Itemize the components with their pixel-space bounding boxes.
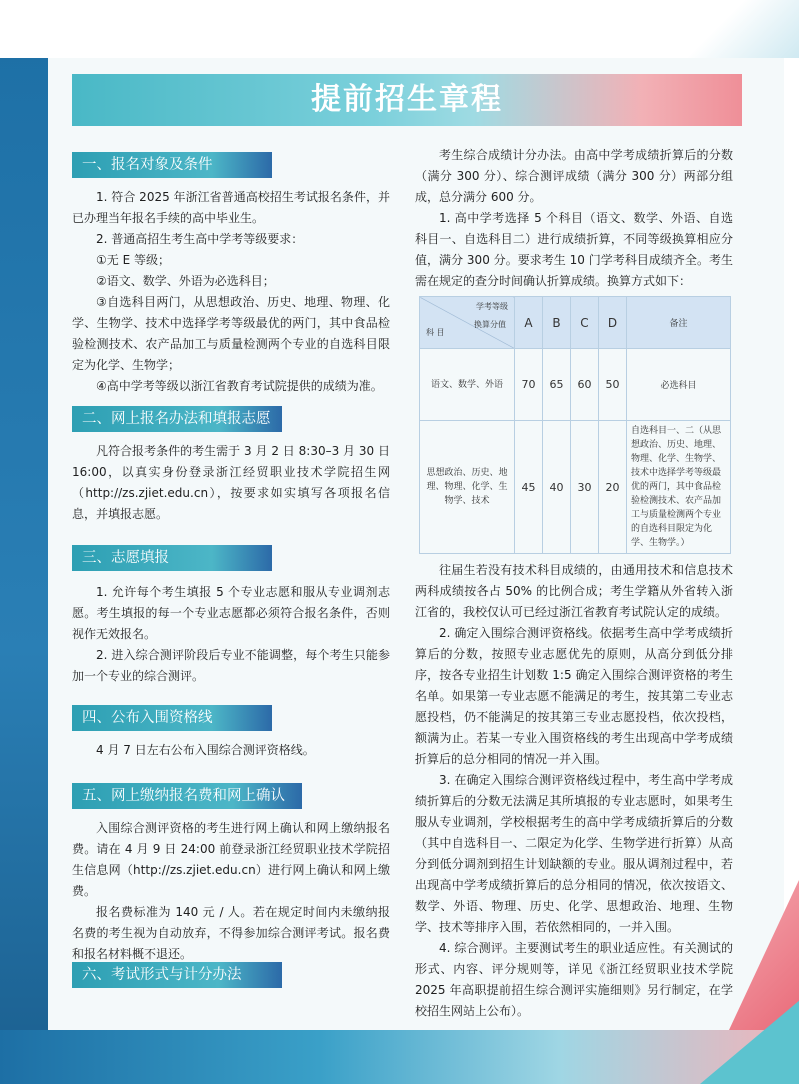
top-right-decoration: [669, 0, 799, 58]
paragraph: ④高中学考等级以浙江省教育考试院提供的成绩为准。: [96, 379, 383, 393]
paragraph: ③自选科目两门，从思想政治、历史、地理、物理、化学、生物学、技术中选择学考等级最优的两门，其中食品检验检测技术、农产品加工与质量检测两个专业的自选科目限定为化学、生物学；: [72, 295, 390, 372]
paragraph: 4 月 7 日左右公布入围综合测评资格线。: [96, 743, 315, 757]
section-body-3: [72, 582, 390, 687]
paragraph: ①无 E 等级；: [96, 253, 170, 267]
table-cell-subject: 语文、数学、外语: [420, 349, 515, 421]
paragraph: 2. 确定入围综合测评资格线。依据考生高中学考成绩折算后的分数，按照专业志愿优先的原则，从高分到低分排序，按各专业招生计划数 1:5 确定入围综合测评资格的考生名单。如果第一专业志愿不能满足的考生，按其第二专业志愿投档，仍不能满足的按其第三专业志愿投档，依次投档，额满为止。若某一专业入围资格线的考生出现高中学考成绩折算后的总分相同的情况一并入围。: [415, 626, 733, 766]
section-heading-4: 四、公布入围资格线: [72, 705, 272, 731]
bottom-gradient-band: [0, 1030, 799, 1084]
section-heading-3: 三、志愿填报: [72, 545, 272, 571]
section-heading-5: 五、网上缴纳报名费和网上确认: [72, 783, 302, 809]
section-body-1: [72, 187, 390, 397]
paragraph: 4. 综合测评。主要测试考生的职业适应性。有关测试的形式、内容、评分规则等，详见《浙江经贸职业技术学院 2025 年高职提前招生综合测评实施细则》另行制定，在学校招生网站上公布）。: [415, 941, 733, 1018]
table-cell-value: 45: [515, 421, 543, 554]
paragraph: 入围综合测评资格的考生进行网上确认和网上缴纳报名费。请在 4 月 9 日 24:00 前登录浙江经贸职业技术学院招生信息网（http://zs.zjiet.edu.cn）进行网上确认和网上缴费。: [72, 821, 390, 898]
section-heading-1: 一、报名对象及条件: [72, 152, 272, 178]
right-bottom-text: [415, 560, 733, 1022]
paragraph: 2. 进入综合测评阶段后专业不能调整，每个考生只能参加一个专业的综合测评。: [72, 648, 390, 683]
table-header-grade: C: [571, 297, 599, 349]
diag-label-subject: 科 目: [426, 328, 445, 337]
table-header-grade: D: [599, 297, 627, 349]
paragraph: 1. 允许每个考生填报 5 个专业志愿和服从专业调剂志愿。考生填报的每一个专业志愿都必须符合报名条件，否则视作无效报名。: [72, 585, 390, 641]
table-cell-note: 必选科目: [627, 349, 731, 421]
table-cell-value: 20: [599, 421, 627, 554]
paragraph: 报名费标准为 140 元 / 人。若在规定时间内未缴纳报名费的考生视为自动放弃，不得参加综合测评考试。报名费和报名材料概不退还。: [72, 905, 390, 961]
paragraph: 1. 高中学考选择 5 个科目（语文、数学、外语、自选科目一、自选科目二）进行成绩折算，不同等级换算相应分值，满分 300 分。要求考生 10 门学考科目成绩齐全。考生需在规定的查分时间确认折算成绩。换算方式如下：: [415, 211, 733, 288]
table-row: [420, 349, 731, 421]
table-cell-subject: 思想政治、历史、地理、物理、化学、生物学、技术: [420, 421, 515, 554]
table-cell-value: 70: [515, 349, 543, 421]
table-row: [420, 421, 731, 554]
page-title: 提前招生章程: [311, 82, 503, 117]
table-diagonal-header: [420, 297, 515, 349]
section-heading-2: 二、网上报名办法和填报志愿: [72, 406, 282, 432]
table-cell-value: 60: [571, 349, 599, 421]
table-header-note: 备注: [627, 297, 731, 349]
table-header-grade: B: [543, 297, 571, 349]
right-top-text: [415, 145, 733, 292]
diag-label-score: 换算分值: [474, 320, 506, 329]
left-blue-band: [0, 0, 48, 1084]
table-header-grade: A: [515, 297, 543, 349]
table-cell-value: 30: [571, 421, 599, 554]
paragraph: 1. 符合 2025 年浙江省普通高校招生考试报名条件，并已办理当年报名手续的高中毕业生。: [72, 190, 390, 225]
paragraph: 考生综合成绩计分办法。由高中学考成绩折算后的分数（满分 300 分）、综合测评成绩（满分 300 分）两部分组成，总分满分 600 分。: [415, 148, 733, 204]
score-conversion-table: [419, 296, 731, 554]
section-heading-6: 六、考试形式与计分办法: [72, 962, 282, 988]
table-cell-note: 自选科目一、二（从思想政治、历史、地理、物理、化学、生物学、技术中选择学考等级最优的两门，其中食品检验检测技术、农产品加工与质量检测两个专业的自选科目限定为化学、生物学。）: [627, 421, 731, 554]
table-cell-value: 50: [599, 349, 627, 421]
table-cell-value: 40: [543, 421, 571, 554]
section-body-5: [72, 818, 390, 965]
paragraph: 2. 普通高招生考生高中学考等级要求：: [96, 232, 304, 246]
diag-label-grade: 学考等级: [476, 302, 508, 311]
paragraph: 往届生若没有技术科目成绩的，由通用技术和信息技术两科成绩按各占 50% 的比例合成；考生学籍从外省转入浙江省的，我校仅认可已经过浙江省教育考试院认定的成绩。: [415, 563, 733, 619]
section-body-4: [72, 740, 390, 761]
paragraph: 凡符合报考条件的考生需于 3 月 2 日 8:30–3 月 30 日 16:00，以真实身份登录浙江经贸职业技术学院招生网（http://zs.zjiet.edu.cn），按要求如实填写各项报名信息，并填报志愿。: [72, 444, 390, 521]
section-body-2: [72, 441, 390, 525]
paragraph: ②语文、数学、外语为必选科目；: [96, 274, 275, 288]
paragraph: 3. 在确定入围综合测评资格线过程中，考生高中学考成绩折算后的分数无法满足其所填报的专业志愿时，如果考生服从专业调剂，学校根据考生的高中学考成绩折算后的分数（其中自选科目一、二限定为化学、生物学进行折算）从高分到低分调剂到招生计划缺额的专业。服从调剂过程中，若出现高中学考成绩折算后的总分相同的情况，依次按语文、数学、外语、物理、历史、化学、思想政治、地理、生物学、技术等排序入围，若依然相同的，一并入围。: [415, 773, 733, 934]
title-banner: [72, 74, 742, 126]
table-cell-value: 65: [543, 349, 571, 421]
